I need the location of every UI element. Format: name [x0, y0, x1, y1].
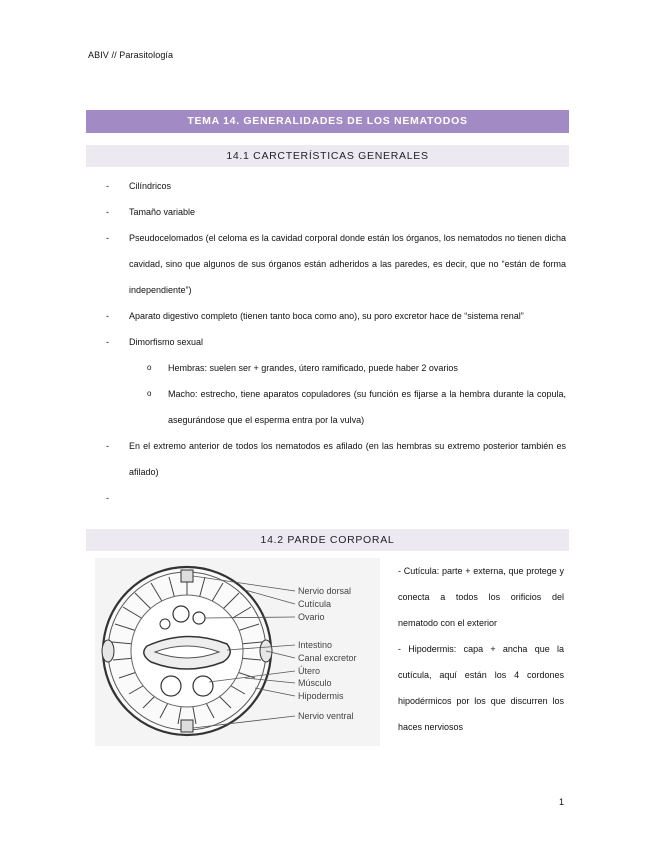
list-item — [106, 225, 566, 303]
label-uterus: Útero — [298, 666, 321, 676]
circle-bullet: o — [147, 389, 152, 398]
dorsal-nerve-cord — [181, 570, 193, 582]
characteristics-list — [106, 173, 566, 503]
list-item-text: Dimorfismo sexual — [129, 337, 204, 347]
list-item-text: Tamaño variable — [129, 207, 196, 217]
dash-bullet: - — [106, 441, 109, 451]
ovary-2 — [193, 612, 205, 624]
list-item — [106, 199, 566, 225]
label-hypodermis: Hipodermis — [298, 691, 344, 701]
lateral-cord-left — [102, 640, 114, 662]
list-item-text: Pseudocelomados (el celoma es la cavidad corporal donde están los órganos, los nematodos no tienen dicha cavidad, sino que algunos de sus órganos están adheridos a las paredes, es decir, que no “están de forma independiente”) — [129, 233, 566, 295]
ovary-1 — [173, 606, 189, 622]
circle-bullet: o — [147, 363, 152, 372]
dash-bullet: - — [106, 493, 109, 503]
nematode-cross-section-figure — [95, 558, 380, 746]
sub-list-item — [106, 355, 566, 381]
label-excretory-canal: Canal excretor — [298, 653, 357, 663]
dash-bullet: - — [106, 181, 109, 191]
label-muscle: Músculo — [298, 678, 332, 688]
dash-bullet: - — [106, 207, 109, 217]
label-dorsal-nerve: Nervio dorsal — [298, 586, 352, 596]
label-ovary: Ovario — [298, 612, 325, 622]
hypodermis-description: - Hipodermis: capa + ancha que la cutícula, aquí están los 4 cordones hipodérmicos por los que discurren los haces nerviosos — [398, 644, 564, 732]
label-ventral-nerve: Nervio ventral — [298, 711, 354, 721]
page-number: 1 — [559, 797, 565, 807]
list-item — [106, 433, 566, 485]
list-item-text: Cilíndricos — [129, 181, 172, 191]
body-wall-description — [398, 558, 564, 740]
list-item-text: En el extremo anterior de todos los nematodos es afilado (en las hembras su extremo posterior también es afilado) — [129, 441, 566, 477]
cross-section-diagram — [95, 558, 380, 746]
list-item — [106, 329, 566, 355]
ovary-3 — [160, 619, 170, 629]
sub-list-item-text: Hembras: suelen ser + grandes, útero ramificado, puede haber 2 ovarios — [168, 363, 458, 373]
uterus-1 — [161, 676, 181, 696]
list-item-text: Aparato digestivo completo (tienen tanto boca como ano), su poro excretor hace de “sistema renal” — [129, 311, 524, 321]
section-heading-2: 14.2 PARDE CORPORAL — [86, 529, 569, 551]
list-item — [106, 303, 566, 329]
label-cuticle: Cutícula — [298, 599, 332, 609]
ventral-nerve-cord — [181, 720, 193, 732]
cuticle-description: - Cutícula: parte + externa, que protege y conecta a todos los orificios del nematodo con el exterior — [398, 566, 564, 628]
page-header: ABIV // Parasitología — [88, 50, 174, 60]
dash-bullet: - — [106, 311, 109, 321]
sub-list-item-text: Macho: estrecho, tiene aparatos copuladores (su función es fijarse a la hembra durante la copula, asegurándose que el esperma entra por la vulva) — [168, 389, 566, 425]
dash-bullet: - — [106, 337, 109, 347]
list-item — [106, 173, 566, 199]
uterus-2 — [193, 676, 213, 696]
dash-bullet: - — [106, 233, 109, 243]
section-heading-1: 14.1 CARCTERÍSTICAS GENERALES — [86, 145, 569, 167]
sub-list-item — [106, 381, 566, 433]
label-intestine: Intestino — [298, 640, 333, 650]
chapter-title: TEMA 14. GENERALIDADES DE LOS NEMATODOS — [86, 110, 569, 133]
